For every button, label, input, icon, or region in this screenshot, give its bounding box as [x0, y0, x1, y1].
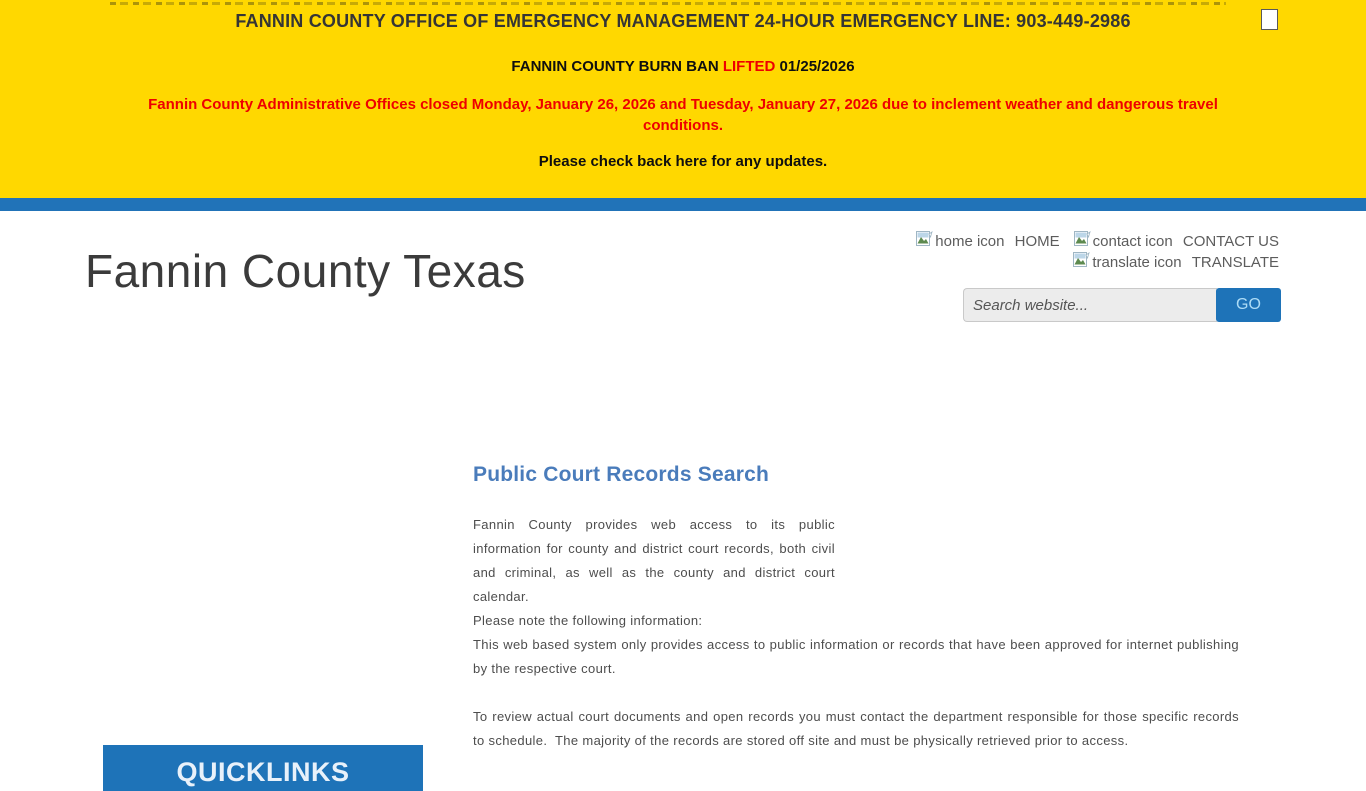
burn-ban-text [0, 58, 1366, 75]
intro-paragraph: Fannin County provides web access to its public information for county and district court records, both civil and criminal, as well as the county and district court calendar. [473, 517, 835, 604]
burn-ban-date: 01/25/2026 [775, 58, 855, 75]
quicklinks-header: QUICKLINKS [103, 745, 423, 791]
nav-link-home[interactable] [916, 231, 1059, 251]
translate-icon [1073, 252, 1089, 272]
translate-icon-alt-text: translate icon [1092, 253, 1182, 271]
home-icon [916, 231, 932, 251]
nav-link-translate[interactable] [1073, 252, 1279, 272]
contact-icon [1074, 231, 1090, 251]
burn-ban-prefix: FANNIN COUNTY BURN BAN [511, 58, 723, 75]
emergency-line-text: FANNIN COUNTY OFFICE OF EMERGENCY MANAGEMENT 24-HOUR EMERGENCY LINE: 903-449-2986 [235, 11, 1131, 31]
site-search [963, 288, 1281, 322]
emergency-alert-banner [0, 0, 1366, 198]
contact-icon-alt-text: contact icon [1092, 232, 1173, 250]
nav-row-2 [916, 252, 1279, 272]
burn-ban-status: LIFTED [722, 58, 776, 75]
updates-note: Please check back here for any updates. [538, 153, 828, 170]
cutoff-text-remnant [110, 2, 1226, 5]
note-paragraph [473, 609, 1239, 681]
nav-translate-label: TRANSLATE [1191, 253, 1279, 271]
nav-row-1 [916, 231, 1279, 251]
closure-notice: Fannin County Administrative Offices closed Monday, January 26, 2026 and Tuesday, January 27, 2026 due to inclement weather and dangerous travel conditions. [148, 96, 1218, 134]
nav-link-contact-us[interactable] [1074, 231, 1279, 251]
search-go-button[interactable]: GO [1216, 288, 1281, 322]
nav-home-label: HOME [1014, 232, 1060, 250]
top-nav [916, 231, 1279, 272]
nav-contact-label: CONTACT US [1182, 232, 1279, 250]
search-input[interactable] [963, 288, 1217, 322]
site-title: Fannin County Texas [85, 245, 526, 297]
blue-divider-bar [0, 198, 1366, 211]
note-paragraph-intro: Please note the following information: [473, 613, 703, 628]
home-icon-alt-text: home icon [935, 232, 1005, 250]
note-paragraph-body: This web based system only provides access to public information or records that have been approved for internet publishing by the respective court. [473, 637, 1239, 676]
page-title: Public Court Records Search [473, 463, 769, 486]
broken-image-placeholder [1261, 9, 1278, 30]
records-access-paragraph: To review actual court documents and open records you must contact the department responsible for those specific records to schedule. The majority of the records are stored off site and must be physically retrieved prior to access. [473, 709, 1239, 748]
